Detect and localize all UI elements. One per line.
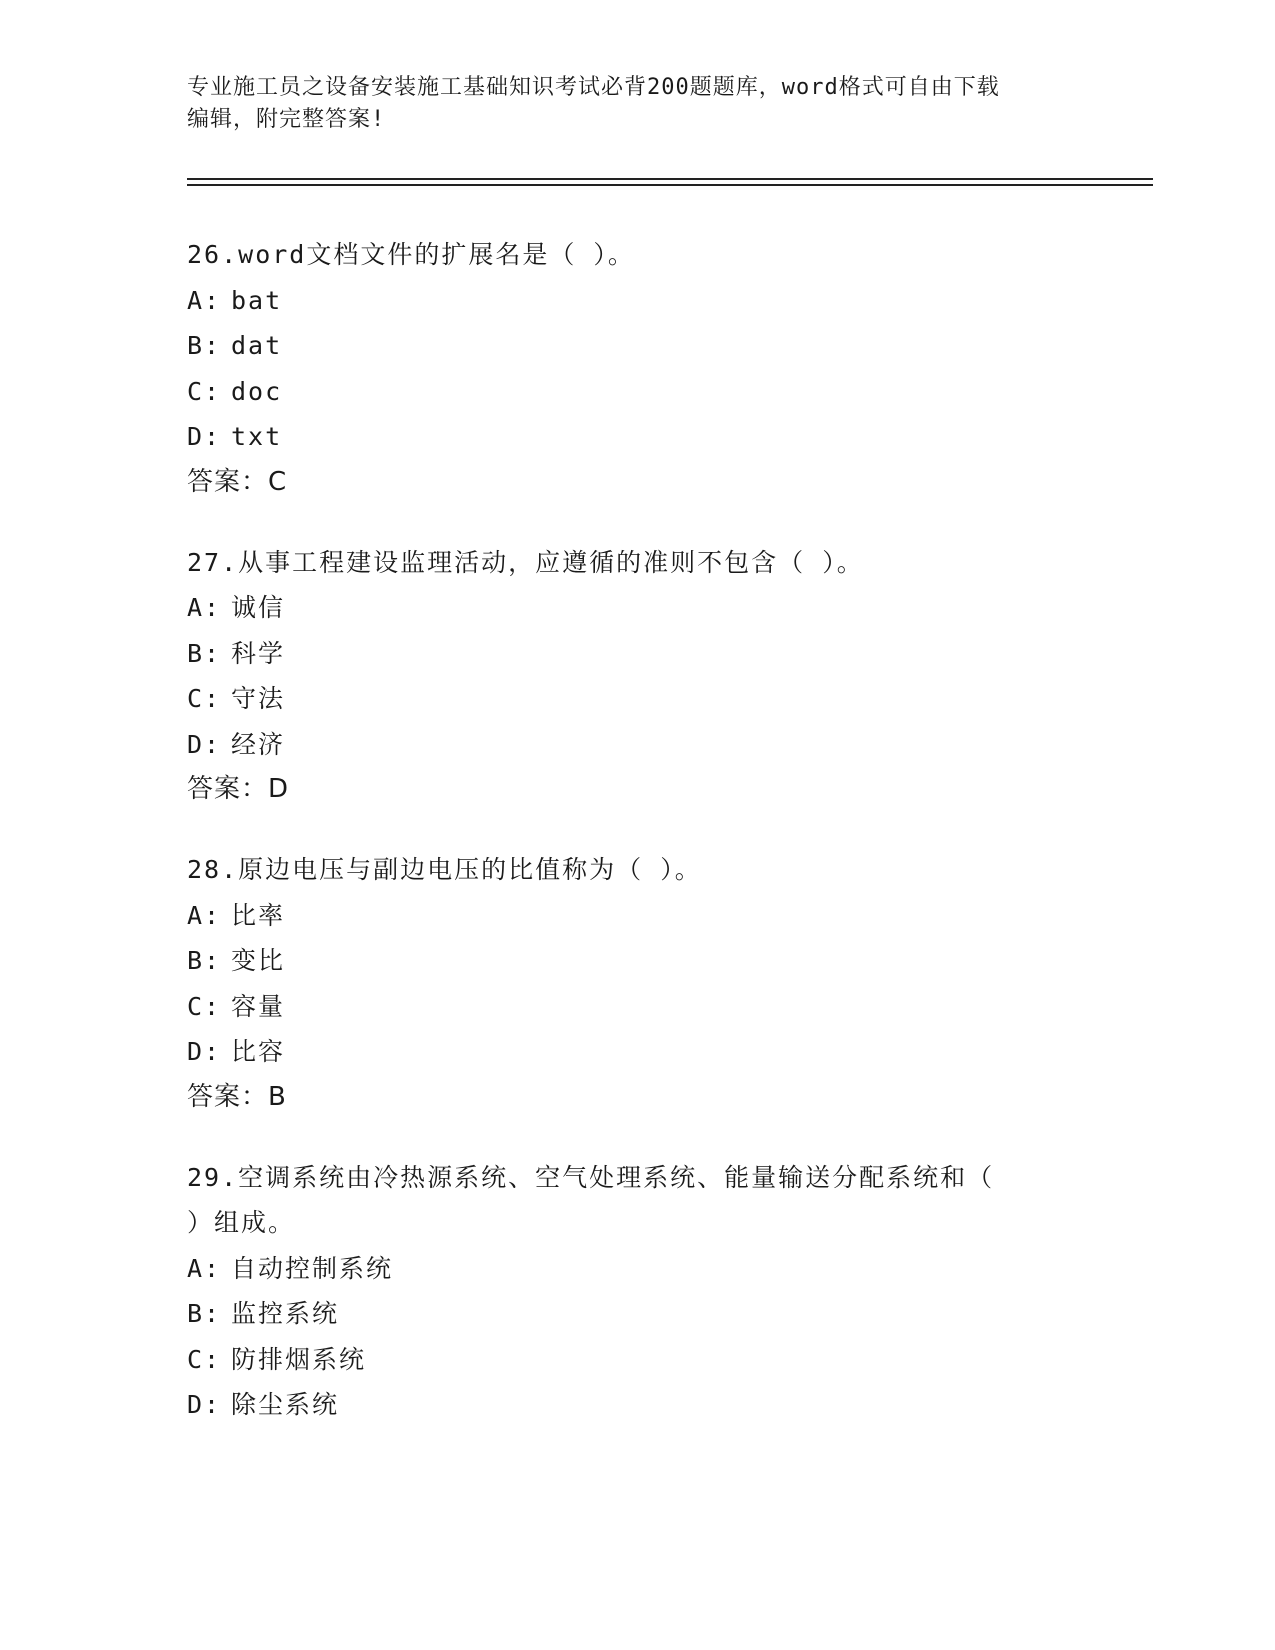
option-key: A:: [187, 1253, 222, 1283]
option-text: 诚信: [231, 593, 286, 622]
question-28: [187, 847, 1107, 1119]
option-text: 防排烟系统: [231, 1344, 367, 1374]
option-key: A:: [187, 285, 222, 315]
answer-line: 答案：B: [187, 1081, 287, 1112]
option-key: B:: [187, 1299, 222, 1328]
option-text: 除尘系统: [231, 1390, 340, 1419]
question-stem-line-2: ）组成。: [187, 1208, 296, 1237]
question-26: [187, 232, 1107, 504]
option-d: [187, 1029, 1107, 1075]
question-27: [187, 540, 1107, 812]
option-key: C:: [187, 1344, 222, 1374]
option-d: [187, 414, 1107, 460]
option-key: B:: [187, 331, 222, 360]
question-29: [187, 1155, 1107, 1428]
question-stem-line-1: 29.空调系统由冷热源系统、空气处理系统、能量输送分配系统和（: [187, 1162, 995, 1192]
option-b: [187, 938, 1107, 984]
option-key: A:: [187, 900, 222, 930]
header-divider-top: [187, 178, 1153, 180]
header-title-line-2: 编辑，附完整答案!: [187, 107, 386, 132]
question-list: [187, 232, 1107, 1464]
option-a: [187, 1246, 1107, 1292]
option-text: 监控系统: [231, 1299, 340, 1328]
option-c: [187, 984, 1107, 1030]
option-key: C:: [187, 376, 222, 406]
answer-line: 答案：D: [187, 774, 290, 804]
option-text: 变比: [231, 946, 286, 975]
option-c: [187, 676, 1107, 722]
option-key: A:: [187, 593, 222, 622]
option-d: [187, 1382, 1107, 1428]
option-text: bat: [231, 285, 283, 315]
option-text: txt: [231, 422, 283, 451]
option-b: [187, 323, 1107, 369]
option-d: [187, 722, 1107, 768]
option-a: [187, 893, 1107, 939]
question-stem: 27.从事工程建设监理活动，应遵循的准则不包含（ ）。: [187, 547, 864, 577]
header-divider-bottom: [187, 184, 1153, 186]
option-text: 守法: [231, 684, 286, 713]
option-a: [187, 278, 1107, 324]
option-c: [187, 1337, 1107, 1383]
answer-line: 答案：C: [187, 466, 288, 497]
option-b: [187, 631, 1107, 677]
option-key: D:: [187, 1390, 222, 1419]
option-text: 自动控制系统: [231, 1253, 394, 1283]
document-header: [187, 72, 1087, 136]
option-text: 容量: [231, 991, 286, 1021]
option-key: D:: [187, 1037, 222, 1066]
option-text: dat: [231, 331, 283, 360]
option-text: 比率: [231, 900, 286, 930]
option-key: D:: [187, 729, 222, 759]
option-a: [187, 585, 1107, 631]
question-stem: 28.原边电压与副边电压的比值称为（ ）。: [187, 855, 702, 884]
option-key: B:: [187, 638, 222, 668]
question-stem: 26.word文档文件的扩展名是（ ）。: [187, 240, 635, 269]
option-text: doc: [231, 376, 283, 406]
option-key: C:: [187, 991, 222, 1021]
option-c: [187, 369, 1107, 415]
header-title-line-1: 专业施工员之设备安装施工基础知识考试必背200题题库，word格式可自由下载: [187, 75, 1000, 100]
option-text: 比容: [231, 1037, 286, 1066]
option-key: C:: [187, 684, 222, 713]
option-b: [187, 1291, 1107, 1337]
option-key: D:: [187, 422, 222, 451]
option-key: B:: [187, 946, 222, 975]
option-text: 经济: [231, 729, 286, 759]
option-text: 科学: [231, 638, 286, 668]
